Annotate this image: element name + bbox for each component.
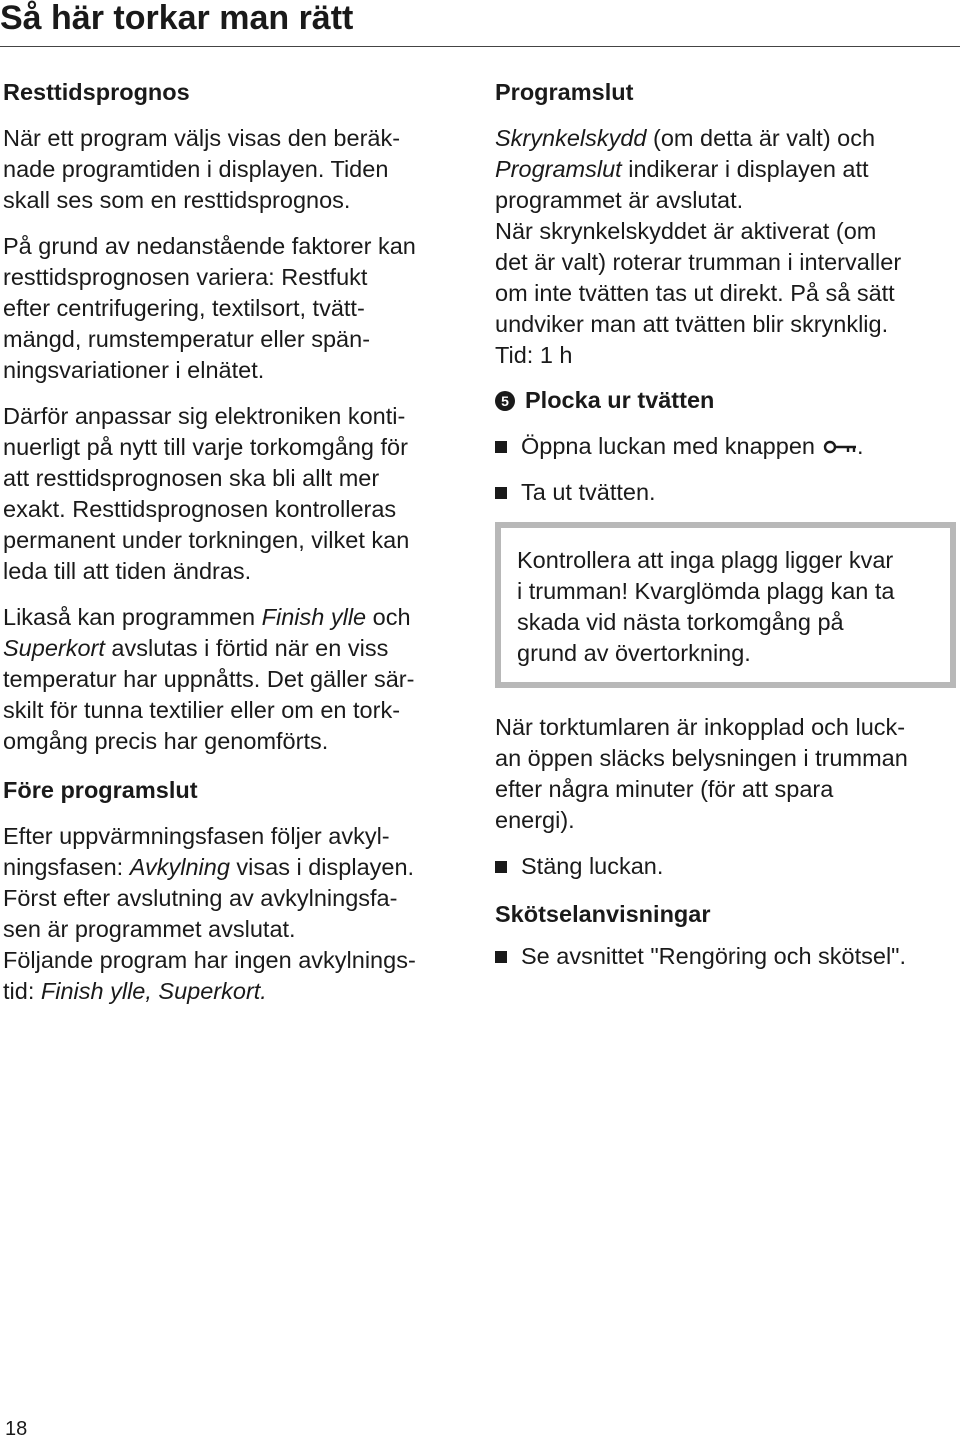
heading-resttidsprognos: Resttidsprognos	[3, 79, 190, 105]
paragraph-restid-early-end: Likaså kan programmen Finish ylle och Superkort avslutas i förtid när en viss temperatur har uppnåtts. Det gäller sär- skilt för tunna textilier eller om en tork- omgång precis har genomförts.	[3, 604, 415, 754]
paragraph-restid-intro: När ett program väljs visas den beräk- nade programtiden i displayen. Tiden skall ses som en resttidsprognos.	[3, 125, 401, 213]
list-item-care-reference: Se avsnittet "Rengöring och skötsel".	[495, 941, 957, 972]
title-divider	[0, 46, 960, 47]
key-icon	[823, 440, 857, 454]
warning-box	[495, 522, 956, 688]
program-name-superkort: Superkort	[3, 635, 105, 661]
paragraph-restid-factors: På grund av nedanstående faktorer kan resttidsprognosen variera: Restfukt efter centrifugering, textilsort, tvätt- mängd, rumstemperatur eller spän- ningsvariationer i elnätet.	[3, 233, 416, 383]
square-bullet-icon	[495, 951, 507, 963]
square-bullet-icon	[495, 861, 507, 873]
left-column	[3, 74, 465, 1007]
step-title: Plocka ur tvätten	[525, 387, 715, 413]
paragraph-lighting: När torktumlaren är inkopplad och luck- an öppen släcks belysningen i trumman efter några minuter (för att spara energi).	[495, 714, 908, 833]
list-item-remove-laundry: Ta ut tvätten.	[495, 477, 957, 508]
heading-fore-programslut: Före programslut	[3, 777, 198, 803]
step-heading	[495, 385, 957, 416]
heading-skotselanvisningar: Skötselanvisningar	[495, 901, 711, 927]
paragraph-restid-adjust: Därför anpassar sig elektroniken konti- nuerligt på nytt till varje torkomgång för att resttidsprognosen ska bli allt mer exakt. Resttidsprognosen kontrolleras permanent under torkningen, vilket kan leda till att tiden ändras.	[3, 403, 410, 584]
paragraph-fore-programslut: Efter uppvärmningsfasen följer avkyl- ningsfasen: Avkylning visas i displayen. Först efter avslutning av avkylningsfa- sen är programmet avslutat. Följande program har ingen avkylnings- tid: Finish ylle, Superkort.	[3, 823, 416, 1004]
right-column	[495, 74, 957, 972]
square-bullet-icon	[495, 441, 507, 453]
program-name-finish-ylle: Finish ylle	[261, 604, 367, 630]
warning-text: Kontrollera att inga plagg ligger kvar i trumman! Kvarglömda plagg kan ta skada vid nästa torkomgång på grund av övertorkning.	[517, 547, 895, 666]
list-item-open-door: Öppna luckan med knappen .	[495, 431, 957, 462]
list-item-close-door: Stäng luckan.	[495, 851, 957, 882]
step-number-badge: 5	[495, 391, 515, 411]
heading-programslut: Programslut	[495, 79, 634, 105]
page-title: Så här torkar man rätt	[0, 0, 354, 37]
square-bullet-icon	[495, 487, 507, 499]
paragraph-programslut: Skrynkelskydd (om detta är valt) och Programslut indikerar i displayen att programmet är avslutat. När skrynkelskyddet är aktiverat (om det är valt) roterar trumman i intervaller om inte tvätten tas ut direkt. På så sätt undviker man att tvätten blir skrynklig. Tid: 1 h	[495, 125, 902, 368]
page-number: 18	[5, 1418, 28, 1440]
